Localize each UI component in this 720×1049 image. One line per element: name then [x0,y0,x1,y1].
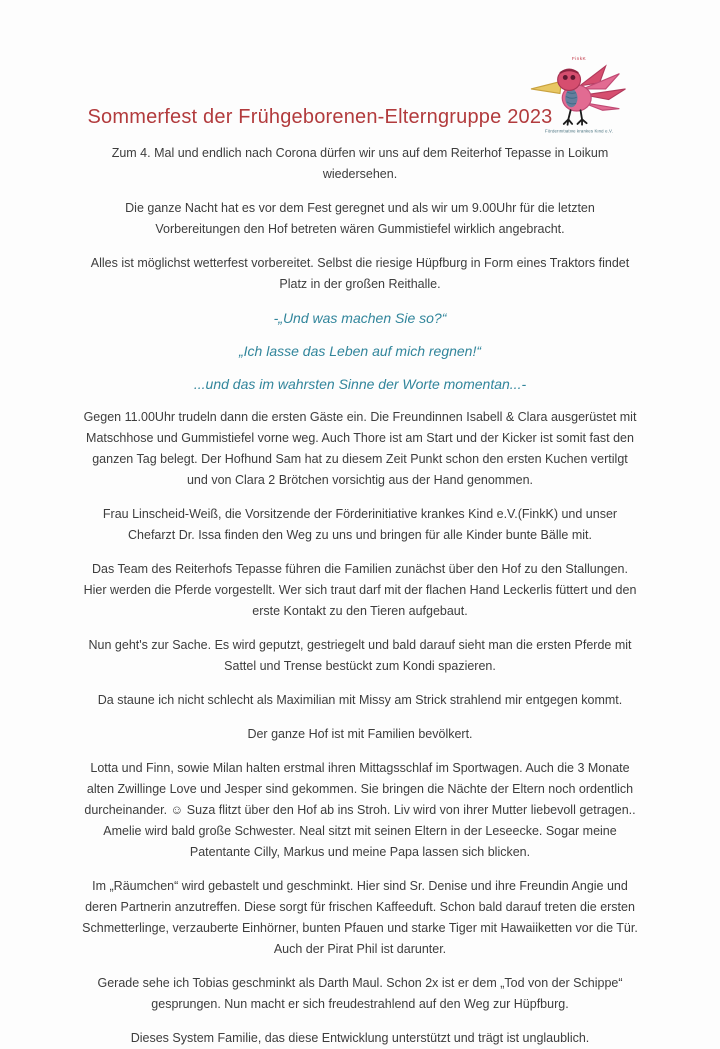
logo-wordmark: FinkK [571,56,587,62]
paragraph: Alles ist möglichst wetterfest vorbereitet. Selbst die riesige Hüpfburg in Form eines Traktors findet Platz in der großen Reithalle. [90,256,630,291]
quote-line: ...und das im wahrsten Sinne der Worte momentan...- [193,376,527,392]
paragraph: Zum 4. Mal und endlich nach Corona dürfen wir uns auf dem Reiterhof Tepasse in Loikum wiedersehen. [111,146,609,181]
paragraph: Die ganze Nacht hat es vor dem Fest geregnet und als wir um 9.00Uhr für die letzten Vorbereitungen den Hof betreten wären Gummistiefel wirklich angebracht. [125,201,595,236]
paragraph: Das Team des Reiterhofs Tepasse führen die Familien zunächst über den Hof zu den Stallungen. Hier werden die Pferde vorgestellt. Wer sich traut darf mit der flachen Hand Leckerlis füttert und den erste Kontakt zu den Tieren aufgebaut. [83,562,637,618]
paragraph: Gegen 11.00Uhr trudeln dann die ersten Gäste ein. Die Freundinnen Isabell & Clara ausgerüstet mit Matschhose und Gummistiefel vorne weg. Auch Thore ist am Start und der Kicker ist somit fast den ganzen Tag belegt. Der Hofhund Sam hat zu diesem Zeit Punkt schon den ersten Kuchen vertilgt und von Clara 2 Brötchen vorsichtig aus der Hand genommen. [83,410,637,487]
logo-caption: Förderinitiative krankes Kind e.V. [545,129,613,135]
quote-line: -„Und was machen Sie so?“ [273,310,447,326]
paragraph: Im „Räumchen“ wird gebastelt und geschminkt. Hier sind Sr. Denise und ihre Freundin Angie und deren Partnerin anzutreffen. Diese sorgt für frischen Kaffeeduft. Schon bald darauf treten die ersten Schmetterlinge, verzauberte Einhörner, bunten Pfauen und starke Tiger mit Hawaiiketten vor die Tür. Auch der Pirat Phil ist darunter. [82,879,638,956]
paragraph: Dieses System Familie, das diese Entwicklung unterstützt und trägt ist unglaublich. [130,1031,590,1045]
paragraph: Der ganze Hof ist mit Familien bevölkert. [247,727,473,741]
paragraph: Nun geht's zur Sache. Es wird geputzt, gestriegelt und bald darauf sieht man die ersten Pferde mit Sattel und Trense bestückt zum Kondi spazieren. [88,638,632,673]
paragraph: Lotta und Finn, sowie Milan halten erstmal ihren Mittagsschlaf im Sportwagen. Auch die 3 Monate alten Zwillinge Love und Jesper sind gekommen. Sie bringen die Nächte der Eltern noch ordentlich durcheinander. ☺ Suza flitzt über den Hof ab ins Stroh. Liv wird von ihrer Mutter liebevoll getragen.. Amelie wird bald große Schwester. Neal sitzt mit seinen Eltern in der Leseecke. Sogar meine Patentante Cilly, Markus und meine Papa lassen sich blicken. [84,761,636,859]
document-body [82,143,638,1049]
paragraph: Frau Linscheid-Weiß, die Vorsitzende der Förderinitiative krankes Kind e.V.(FinkK) und unser Chefarzt Dr. Issa finden den Weg zu uns und bringen für alle Kinder bunte Bälle mit. [102,507,618,542]
paragraph: Da staune ich nicht schlecht als Maximilian mit Missy am Strick strahlend mir entgegen kommt. [97,693,623,707]
paragraph: Gerade sehe ich Tobias geschminkt als Darth Maul. Schon 2x ist er dem „Tod von der Schippe“ gesprungen. Nun macht er sich freudestrahlend auf den Weg zur Hüpfburg. [97,976,623,1011]
quote-line: „Ich lasse das Leben auf mich regnen!“ [238,343,482,359]
page-title: Sommerfest der Frühgeborenen-Elterngruppe 2023 [87,106,553,128]
